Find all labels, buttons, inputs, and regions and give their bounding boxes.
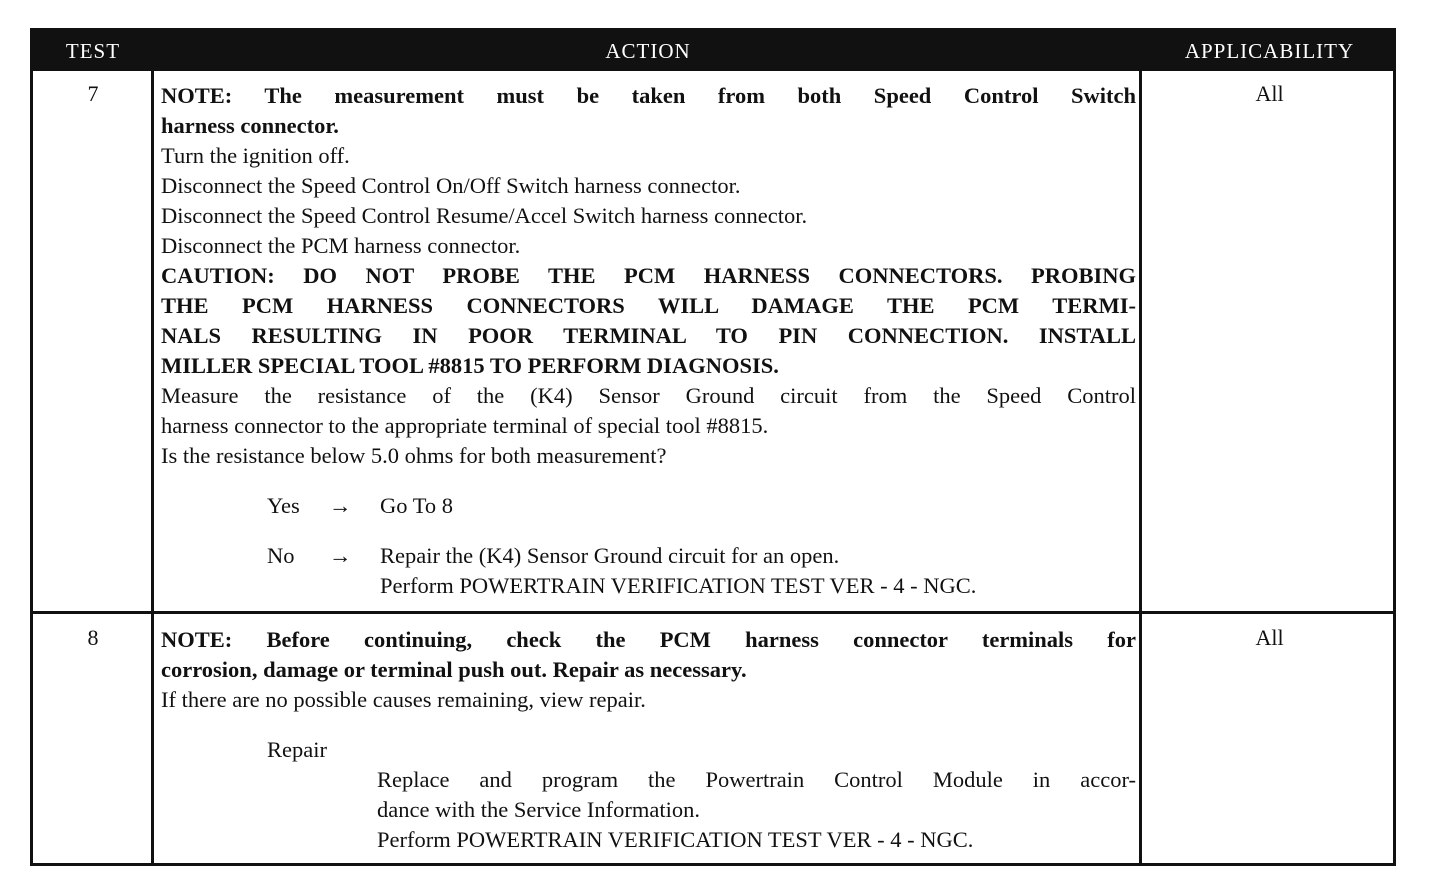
caution-text: MILLER SPECIAL TOOL #8815 TO PERFORM DIAGNOSIS. [161, 353, 779, 378]
question-text: Is the resistance below 5.0 ohms for both measurement? [161, 443, 667, 468]
note-text: NOTE: The measurement must be taken from both Speed Control Switch [161, 83, 1136, 108]
note-text: corrosion, damage or terminal push out. Repair as necessary. [161, 657, 747, 682]
step-text: Disconnect the PCM harness connector. [161, 233, 521, 258]
measure-text: Measure the resistance of the (K4) Sensor Ground circuit from the Speed Control [161, 383, 1136, 408]
action-cell [161, 625, 1136, 855]
repair-label: Repair [267, 737, 327, 762]
header-action: ACTION [605, 39, 691, 63]
caution-text: THE PCM HARNESS CONNECTORS WILL DAMAGE THE PCM TERMI- [161, 293, 1136, 318]
row-divider [33, 611, 1393, 614]
step-text: Disconnect the Speed Control On/Off Switch harness connector. [161, 173, 741, 198]
applicability-value: All [1255, 625, 1284, 650]
step-text: Disconnect the Speed Control Resume/Accel Switch harness connector. [161, 203, 808, 228]
table-header [33, 31, 1393, 71]
note-text: NOTE: Before continuing, check the PCM harness connector terminals for [161, 627, 1136, 652]
yes-result: Go To 8 [380, 493, 454, 518]
header-applicability: APPLICABILITY [1184, 39, 1355, 63]
repair-text: Replace and program the Powertrain Control Module in accor- [377, 767, 1136, 792]
caution-text: CAUTION: DO NOT PROBE THE PCM HARNESS CONNECTORS. PROBING [161, 263, 1136, 288]
step-text: Turn the ignition off. [161, 143, 350, 168]
repair-option [161, 735, 1136, 765]
repair-text: dance with the Service Information. [377, 797, 701, 822]
test-number: 8 [87, 625, 99, 650]
test-number: 7 [87, 81, 99, 106]
applicability-value: All [1255, 81, 1284, 106]
repair-instructions [377, 765, 1136, 855]
arrow-right-icon: → [329, 543, 352, 568]
arrow-right-icon: → [329, 493, 352, 518]
info-text: If there are no possible causes remaining, view repair. [161, 687, 646, 712]
header-test: TEST [65, 39, 121, 63]
action-cell [161, 81, 1136, 601]
no-result: Repair the (K4) Sensor Ground circuit for an open. [380, 543, 840, 568]
column-divider [1139, 71, 1142, 866]
diagnostic-table [30, 28, 1396, 866]
note-text: harness connector. [161, 113, 339, 138]
no-option [161, 541, 1136, 571]
measure-text: harness connector to the appropriate terminal of special tool #8815. [161, 413, 769, 438]
repair-text: Perform POWERTRAIN VERIFICATION TEST VER - 4 - NGC. [377, 827, 974, 852]
no-result: Perform POWERTRAIN VERIFICATION TEST VER - 4 - NGC. [380, 573, 977, 598]
column-divider [151, 71, 154, 866]
no-option-continued [161, 571, 1136, 601]
yes-option [161, 491, 1136, 521]
caution-text: NALS RESULTING IN POOR TERMINAL TO PIN CONNECTION. INSTALL [161, 323, 1136, 348]
no-label: No [267, 543, 295, 568]
yes-label: Yes [267, 493, 300, 518]
